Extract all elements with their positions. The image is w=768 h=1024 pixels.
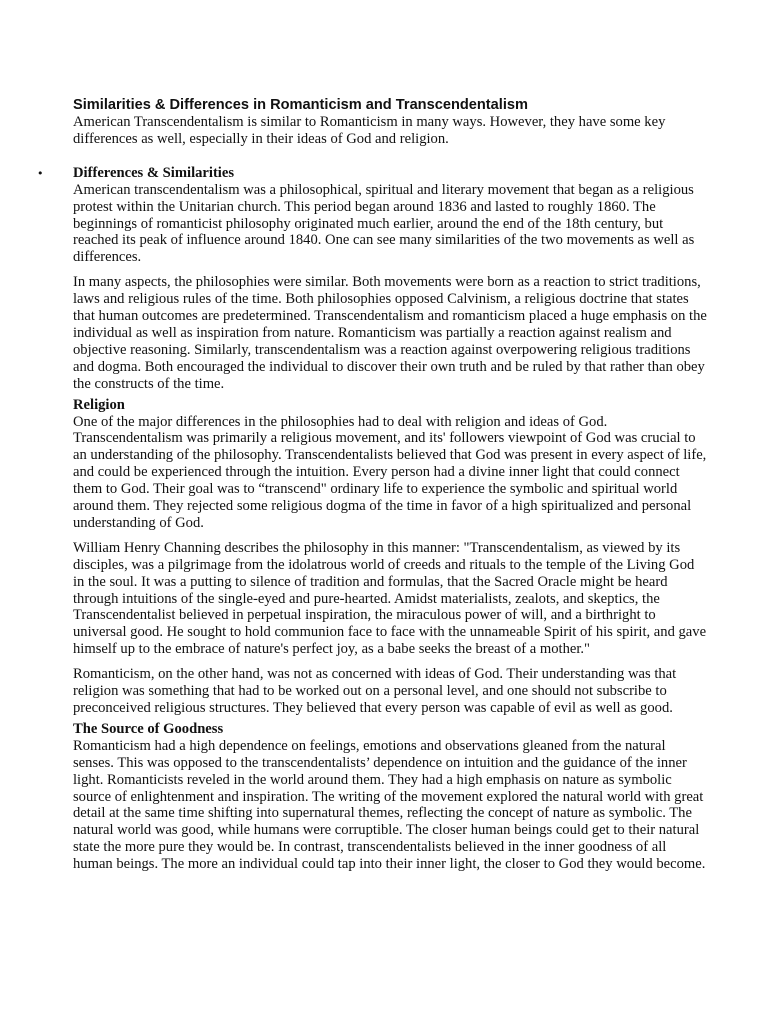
section-source-of-goodness	[73, 721, 708, 873]
document-body	[37, 97, 708, 881]
section-paragraph: American transcendentalism was a philosophical, spiritual and literary movement that began as a religious protest within the Unitarian church. This period began around 1836 and lasted to roughly 1860. The beginnings of romanticist philosophy originated much earlier, around the end of the 18th century, but reached its peak of influence around 1840. One can see many similarities of the two movements as well as differences.	[73, 181, 695, 266]
section-religion	[73, 397, 708, 717]
section-heading: Differences & Similarities	[73, 164, 235, 181]
section-paragraph: One of the major differences in the philosophies had to deal with religion and ideas of God. Transcendentalism was primarily a religious movement, and its' followers viewpoint of God was crucial to an understanding of the philosophy. Transcendentalists believed that God was present in every aspect of life, and could be experienced through the intuition. Every person had a divine inner light that could connect them to God. Their goal was to “transcend" ordinary life to experience the symbolic and spiritual world around them. They rejected some religious dogma of the time in favor of a high spiritualized and personal understanding of God.	[73, 413, 707, 531]
section-heading: The Source of Goodness	[73, 720, 224, 737]
bullet-marker: •	[37, 166, 44, 180]
section-paragraph: Romanticism, on the other hand, was not as concerned with ideas of God. Their understanding was that religion was something that had to be worked out on a personal level, and one should not subscribe to preconceived religious structures. They believed that every person was capable of evil as well as good.	[73, 666, 677, 716]
section-paragraph: William Henry Channing describes the philosophy in this manner: "Transcendentalism, as viewed by its disciples, was a pilgrimage from the idolatrous world of creeds and rituals to the temple of the Living God in the soul. It was a putting to silence of tradition and formulas, that the Sacred Oracle might be heard through intuitions of the single-eyed and pure-hearted. Amidst materialists, zealots, and skeptics, the Transcendentalist believed in perpetual inspiration, the miraculous power of will, and a birthright to universal good. He sought to hold communion face to face with the unnameable Spirit of his spirit, and gave himself up to the embrace of nature's perfect joy, as a babe seeks the breast of a mother."	[73, 539, 707, 658]
document-title: Similarities & Differences in Romanticism and Transcendentalism	[73, 97, 528, 113]
section-paragraph: In many aspects, the philosophies were similar. Both movements were born as a reaction to strict traditions, laws and religious rules of the time. Both philosophies opposed Calvinism, a religious doctrine that states that human outcomes are predetermined. Transcendentalism and romanticism placed a huge emphasis on the individual as well as inspiration from nature. Romanticism was partially a reaction against realism and objective reasoning. Similarly, transcendentalism was a reaction against overpowering religious traditions and dogma. Both encouraged the individual to discover their own truth and be ruled by that rather than obey the constructs of the time.	[73, 274, 707, 392]
section-paragraph: Romanticism had a high dependence on feelings, emotions and observations gleaned from the natural senses. This was opposed to the transcendentalists’ dependence on intuition and the guidance of the inner light. Romanticists reveled in the world around them. They had a high emphasis on nature as symbolic source of enlightenment and inspiration. The writing of the movement explored the natural world with great detail at the same time shifting into supernatural themes, reflecting the concept of nature as symbolic. The natural world was good, while humans were corruptible. The closer human beings could get to their natural state the more pure they would be. In contrast, transcendentalists believed in the inner goodness of all human beings. The more an individual could tap into their inner light, the closer to God they would become.	[73, 737, 706, 873]
section-differences-similarities	[37, 164, 708, 873]
intro-paragraph: American Transcendentalism is similar to Romanticism in many ways. However, they have some key differences as well, especially in their ideas of God and religion.	[73, 114, 666, 147]
section-heading: Religion	[73, 396, 125, 413]
